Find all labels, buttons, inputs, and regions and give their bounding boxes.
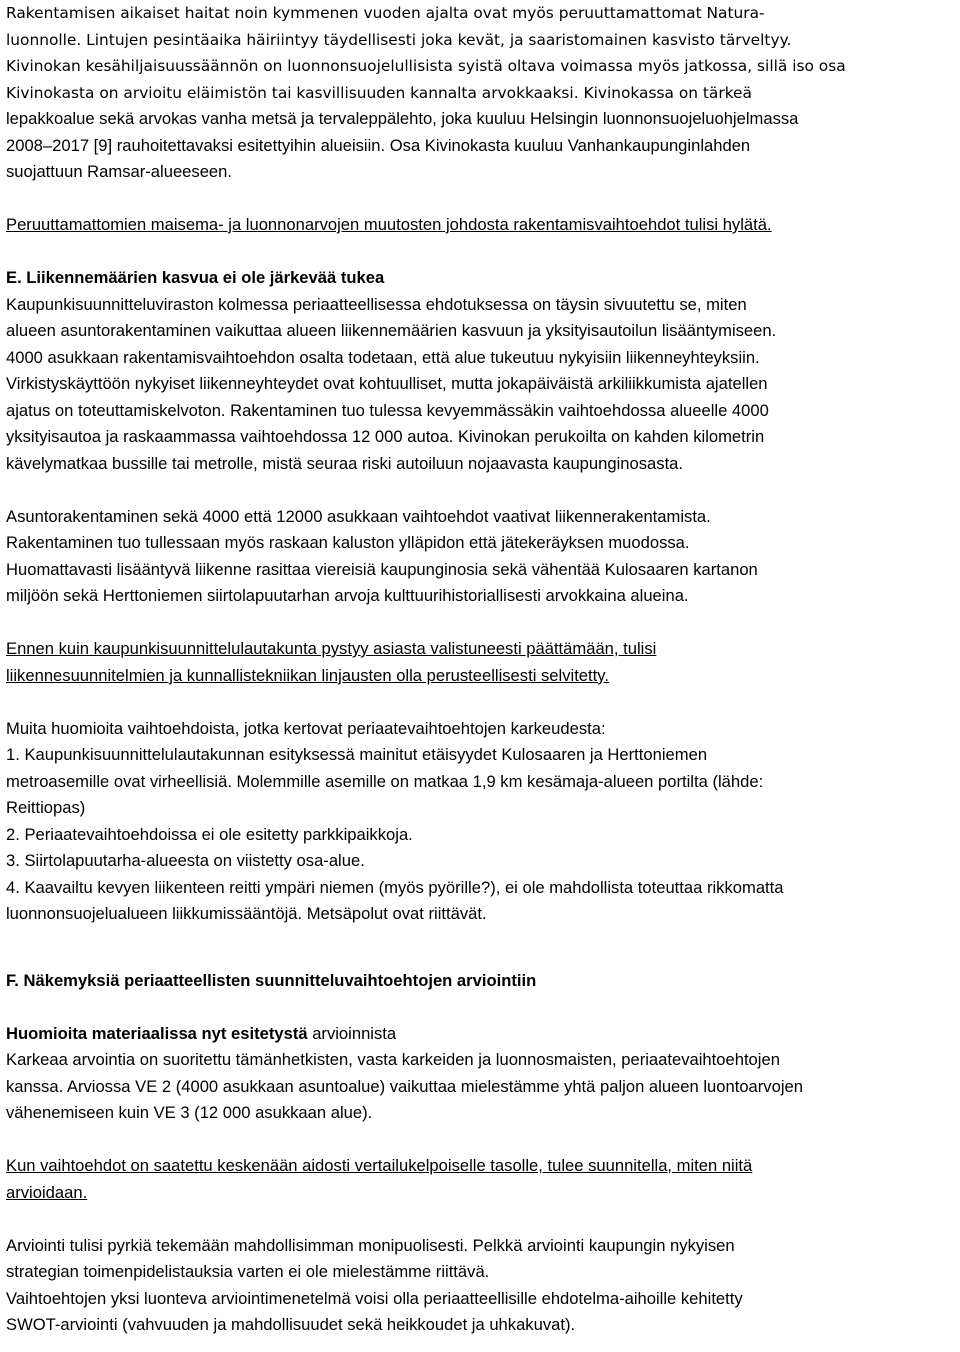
text-line: Kun vaihtoehdot on saatettu keskenään aidosti vertailukelpoiselle tasolle, tulee suunnitella, miten niitä bbox=[6, 1156, 753, 1175]
section-f-heading: F. Näkemyksiä periaatteellisten suunnitteluvaihtoehtojen arviointiin bbox=[6, 970, 537, 990]
text-line: Asuntorakentaminen sekä 4000 että 12000 asukkaan vaihtoehdot vaativat liikennerakentamista. bbox=[6, 506, 711, 526]
assessment-conclusion bbox=[6, 1153, 960, 1206]
text-line: Kivinokan kesähiljaisuussäännön on luonnonsuojelullisista syistä oltava voimassa myös jatkossa, sillä iso osa bbox=[6, 57, 846, 75]
list-item: 2. Periaatevaihtoehdoissa ei ole esitetty parkkipaikkoja. bbox=[6, 824, 413, 844]
list-item: metroasemille ovat virheellisiä. Molemmille asemille on matkaa 1,9 km kesämaja-alueen portilta (lähde: bbox=[6, 771, 764, 791]
text-line: vähenemiseen kuin VE 3 (12 000 asukkaan alue). bbox=[6, 1103, 373, 1122]
list-item: 3. Siirtolapuutarha-alueesta on viistetty osa-alue. bbox=[6, 851, 365, 870]
text-line: alueen asuntorakentaminen vaikuttaa alueen liikennemäärien kasvuun ja yksityisautoilun lisääntymiseen. bbox=[6, 321, 777, 340]
assessment-paragraph bbox=[6, 1047, 960, 1127]
text-line: liikennesuunnitelmien ja kunnallistekniikan linjausten olla perusteellisesti selvitetty. bbox=[6, 665, 609, 685]
notes-list bbox=[6, 742, 960, 928]
text-line: Ennen kuin kaupunkisuunnittelulautakunta pystyy asiasta valistuneesti päättämään, tulisi bbox=[6, 639, 657, 658]
text-line: Rakentaminen tuo tullessaan myös raskaan kaluston ylläpidon että jätekeräyksen muodossa. bbox=[6, 533, 690, 552]
text-line: yksityisautoa ja raskaammassa vaihtoehdossa 12 000 autoa. Kivinokan perukoilta on kahden kilometrin bbox=[6, 427, 765, 446]
text-line: kävelymatkaa bussille tai metrolle, mistä seuraa riski autoiluun nojaavasta kaupunginosasta. bbox=[6, 453, 684, 473]
text-line: Virkistyskäyttöön nykyiset liikenneyhteydet ovat kohtuulliset, mutta jokapäiväistä arkiliikkumista ajatellen bbox=[6, 374, 768, 393]
text-line: Huomattavasti lisääntyvä liikenne rasittaa viereisiä kaupunginosia sekä vähentää Kulosaaren kartanon bbox=[6, 559, 758, 579]
section-e-heading: E. Liikennemäärien kasvua ei ole järkevää tukea bbox=[6, 268, 385, 287]
section-e-paragraph-2 bbox=[6, 504, 960, 610]
text-line: SWOT-arviointi (vahvuuden ja mahdollisuudet sekä heikkoudet ja uhkakuvat). bbox=[6, 1315, 576, 1334]
list-item: Reittiopas) bbox=[6, 798, 86, 817]
assessment-heading bbox=[6, 1021, 960, 1048]
list-item: luonnonsuojelualueen liikkumissääntöjä. Metsäpolut ovat riittävät. bbox=[6, 904, 487, 923]
section-e-conclusion bbox=[6, 636, 960, 689]
closing-paragraph bbox=[6, 1233, 960, 1339]
assessment-heading-bold: Huomioita materiaalissa nyt esitetystä bbox=[6, 1023, 308, 1043]
text-line: Kaupunkisuunnitteluviraston kolmessa periaatteellisessa ehdotuksessa on täysin sivuutettu se, miten bbox=[6, 294, 747, 314]
list-item: 1. Kaupunkisuunnittelulautakunnan esityksessä mainitut etäisyydet Kulosaaren ja Herttoniemen bbox=[6, 745, 708, 764]
text-line: Arviointi tulisi pyrkiä tekemään mahdollisimman monipuolisesti. Pelkkä arviointi kaupungin nykyisen bbox=[6, 1235, 735, 1255]
document-page bbox=[6, 0, 960, 1339]
text-line: lepakkoalue sekä arvokas vanha metsä ja tervaleppälehto, joka kuuluu Helsingin luonnonsuojeluohjelmassa bbox=[6, 109, 799, 128]
section-e-paragraph bbox=[6, 292, 960, 478]
text-line: Kivinokasta on arvioitu eläimistön tai kasvillisuuden kannalta arvokkaaksi. Kivinokassa on tärkeä bbox=[6, 83, 752, 102]
text-line: ajatus on toteuttamiskelvoton. Rakentaminen tuo tulessa kevyemmässäkin vaihtoehdossa alueelle 4000 bbox=[6, 400, 769, 420]
text-line: 4000 asukkaan rakentamisvaihtoehdon osalta todetaan, että alue tukeutuu nykyisiin liikenneyhteyksiin. bbox=[6, 347, 760, 367]
notes-intro: Muita huomioita vaihtoehdoista, jotka kertovat periaatevaihtoehtojen karkeudesta: bbox=[6, 718, 606, 738]
natura-conclusion: Peruuttamattomien maisema- ja luonnonarvojen muutosten johdosta rakentamisvaihtoehdot tulisi hylätä. bbox=[6, 215, 772, 234]
text-line: arvioidaan. bbox=[6, 1182, 88, 1202]
text-line: kanssa. Arviossa VE 2 (4000 asukkaan asuntoalue) vaikuttaa mielestämme yhtä paljon alueen luontoarvojen bbox=[6, 1076, 803, 1096]
text-line: Vaihtoehtojen yksi luonteva arviointimenetelmä voisi olla periaatteellisille ehdotelma-aihoille kehitetty bbox=[6, 1288, 743, 1308]
text-line: miljöön sekä Herttoniemen siirtolapuutarhan arvoja kulttuurihistoriallisesti arvokkaina alueina. bbox=[6, 586, 689, 605]
natura-paragraph bbox=[6, 0, 960, 186]
assessment-heading-rest: arvioinnista bbox=[307, 1023, 397, 1043]
text-line: strategian toimenpidelistauksia varten ei ole mielestämme riittävä. bbox=[6, 1262, 490, 1281]
text-line: luonnolle. Lintujen pesintäaika häiriintyy täydellisesti joka kevät, ja saaristomainen kasvisto tärveltyy. bbox=[6, 30, 792, 49]
text-line: suojattuun Ramsar-alueeseen. bbox=[6, 162, 232, 181]
text-line: Rakentamisen aikaiset haitat noin kymmenen vuoden ajalta ovat myös peruuttamattomat Natura- bbox=[6, 4, 765, 22]
list-item: 4. Kaavailtu kevyen liikenteen reitti ympäri niemen (myös pyörille?), ei ole mahdollista toteuttaa rikkomatta bbox=[6, 877, 784, 897]
text-line: Karkeaa arvointia on suoritettu tämänhetkisten, vasta karkeiden ja luonnosmaisten, periaatevaihtoehtojen bbox=[6, 1050, 780, 1069]
text-line: 2008–2017 [9] rauhoitettavaksi esitettyihin alueisiin. Osa Kivinokasta kuuluu Vanhankaupunginlahden bbox=[6, 135, 751, 155]
